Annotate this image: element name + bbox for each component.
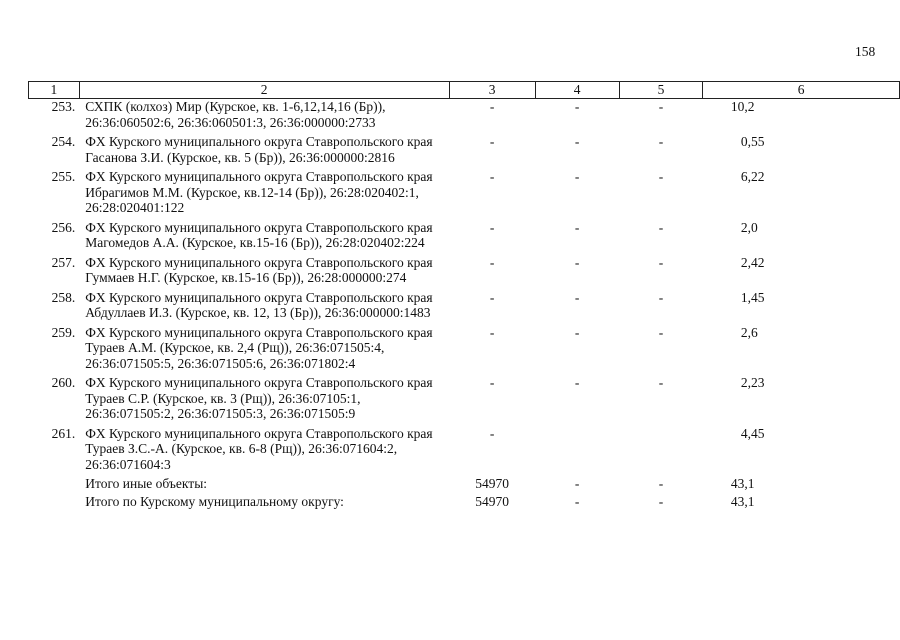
table-row bbox=[29, 426, 900, 477]
header-col-5: 5 bbox=[619, 82, 703, 99]
row-col-6: 6,22 bbox=[740, 169, 765, 184]
row-col-5: - bbox=[658, 375, 664, 390]
row-number: 254. bbox=[51, 134, 76, 149]
total-col-4: - bbox=[574, 493, 580, 509]
row-col-6: 4,45 bbox=[740, 425, 765, 441]
row-col-3: - bbox=[489, 254, 495, 270]
row-col-4: - bbox=[574, 324, 580, 340]
row-col-5: - bbox=[658, 169, 664, 184]
row-col-6: 2,0 bbox=[740, 219, 758, 235]
header-col-4: 4 bbox=[535, 82, 619, 99]
row-number: 257. bbox=[51, 254, 76, 270]
row-col-4: - bbox=[574, 219, 580, 235]
table-row bbox=[29, 134, 900, 169]
total-col-6: 43,1 bbox=[730, 493, 755, 509]
row-number: 259. bbox=[51, 324, 76, 340]
row-name: ФХ Курского муниципального округа Ставропольского края Тураев С.Р. (Курское, кв. 3 (Рщ)), 26:36:07105:1, 26:36:071505:2, 26:36:071505:3, 26:36:071505:9 bbox=[85, 375, 433, 421]
row-col-6: 1,45 bbox=[740, 289, 765, 305]
row-name: ФХ Курского муниципального округа Ставропольского края Тураев З.С.-А. (Курское, кв. 6-8 (Рщ)), 26:36:071604:2, 26:36:071604:3 bbox=[85, 425, 433, 472]
row-col-3: - bbox=[489, 375, 495, 390]
row-col-5: - bbox=[658, 324, 664, 340]
row-name: ФХ Курского муниципального округа Ставропольского края Ибрагимов М.М. (Курское, кв.12-14 (Бр)), 26:28:020402:1, 26:28:020401:122 bbox=[85, 169, 433, 215]
total-row-other-objects bbox=[29, 476, 900, 494]
table-body bbox=[29, 99, 900, 512]
table-row bbox=[29, 255, 900, 290]
header-col-1: 1 bbox=[29, 82, 80, 99]
row-col-3: - bbox=[489, 324, 495, 340]
row-number: 256. bbox=[51, 219, 76, 235]
row-number: 253. bbox=[51, 99, 76, 114]
row-col-4: - bbox=[574, 99, 580, 114]
total-col-5: - bbox=[658, 476, 664, 491]
header-col-3: 3 bbox=[449, 82, 535, 99]
row-col-5: - bbox=[658, 134, 664, 149]
header-col-2: 2 bbox=[79, 82, 449, 99]
row-name: ФХ Курского муниципального округа Ставропольского края Абдуллаев И.З. (Курское, кв. 12, 13 (Бр)), 26:36:000000:1483 bbox=[85, 289, 433, 320]
table-row bbox=[29, 220, 900, 255]
row-name: ФХ Курского муниципального округа Ставропольского края Гасанова З.И. (Курское, кв. 5 (Бр)), 26:36:000000:2816 bbox=[85, 134, 433, 165]
row-col-4: - bbox=[574, 254, 580, 270]
row-col-5: - bbox=[658, 289, 664, 305]
table-header-row bbox=[29, 82, 900, 99]
table-row bbox=[29, 169, 900, 220]
row-name: ФХ Курского муниципального округа Ставропольского края Гуммаев Н.Г. (Курское, кв.15-16 (Бр)), 26:28:000000:274 bbox=[85, 254, 433, 285]
row-col-3: - bbox=[489, 219, 495, 235]
row-col-3: - bbox=[489, 425, 495, 441]
row-col-6: 0,55 bbox=[740, 134, 765, 149]
row-col-6: 10,2 bbox=[730, 99, 755, 114]
row-col-4: - bbox=[574, 134, 580, 149]
total-row-district bbox=[29, 494, 900, 512]
row-col-4: - bbox=[574, 169, 580, 184]
row-name: ФХ Курского муниципального округа Ставропольского края Тураев А.М. (Курское, кв. 2,4 (Рщ)), 26:36:071505:4, 26:36:071505:5, 26:36:071505:6, 26:36:071802:4 bbox=[85, 324, 433, 371]
row-number: 258. bbox=[51, 289, 76, 305]
total-label: Итого по Курскому муниципальному округу: bbox=[85, 493, 344, 509]
total-col-3: 54970 bbox=[475, 493, 510, 509]
total-col-4: - bbox=[574, 476, 580, 491]
total-label: Итого иные объекты: bbox=[85, 476, 208, 491]
header-col-6: 6 bbox=[703, 82, 900, 99]
row-col-5: - bbox=[658, 254, 664, 270]
table-row bbox=[29, 375, 900, 426]
row-col-5: - bbox=[658, 219, 664, 235]
row-col-3: - bbox=[489, 289, 495, 305]
row-col-4: - bbox=[574, 375, 580, 390]
data-table bbox=[28, 81, 900, 511]
row-col-4: - bbox=[574, 289, 580, 305]
row-col-5 bbox=[619, 426, 703, 477]
row-number: 261. bbox=[51, 425, 76, 441]
total-col-5: - bbox=[658, 493, 664, 509]
table-row bbox=[29, 325, 900, 376]
row-col-4 bbox=[535, 426, 619, 477]
row-col-6: 2,23 bbox=[740, 375, 765, 390]
total-col-3: 54970 bbox=[475, 476, 510, 491]
row-col-5: - bbox=[658, 99, 664, 114]
row-name: ФХ Курского муниципального округа Ставропольского края Магомедов А.А. (Курское, кв.15-16 (Бр)), 26:28:020402:224 bbox=[85, 219, 433, 250]
row-col-6: 2,42 bbox=[740, 254, 765, 270]
row-number: 255. bbox=[51, 169, 76, 184]
row-col-6: 2,6 bbox=[740, 324, 758, 340]
row-col-3: - bbox=[489, 99, 495, 114]
table-row bbox=[29, 290, 900, 325]
row-number: 260. bbox=[51, 375, 76, 390]
page-number: 158 bbox=[855, 44, 876, 59]
total-col-6: 43,1 bbox=[730, 476, 755, 491]
row-name: СХПК (колхоз) Мир (Курское, кв. 1-6,12,14,16 (Бр)), 26:36:060502:6, 26:36:060501:3, 26:36:000000:2733 bbox=[85, 99, 386, 130]
table-row bbox=[29, 99, 900, 135]
row-col-3: - bbox=[489, 169, 495, 184]
row-col-3: - bbox=[489, 134, 495, 149]
